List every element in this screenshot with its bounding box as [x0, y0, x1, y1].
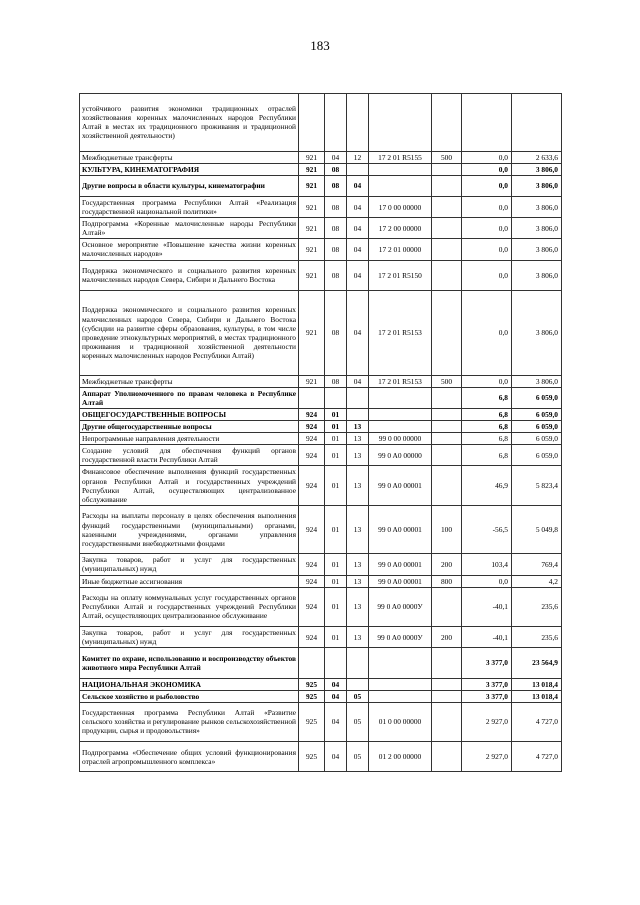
row-ved-cell: 925 — [299, 702, 325, 741]
table-row — [80, 466, 562, 505]
row-name-cell: ОБЩЕГОСУДАРСТВЕННЫЕ ВОПРОСЫ — [80, 409, 299, 421]
budget-table — [79, 93, 562, 772]
row-pr-cell: 04 — [347, 290, 369, 375]
row-name-cell: Поддержка экономического и социального развития коренных малочисленных народов Севера, Сибири и Дальнего Востока — [80, 260, 299, 290]
row-csr-cell: 17 2 01 R5153 — [369, 290, 432, 375]
table-row — [80, 505, 562, 554]
row-sum2-cell: 2 633,6 — [512, 151, 562, 163]
row-pr-cell: 13 — [347, 505, 369, 554]
row-ved-cell: 924 — [299, 433, 325, 445]
row-sum2-cell: 6 059,0 — [512, 409, 562, 421]
row-name-cell: Аппарат Уполномоченного по правам человека в Республике Алтай — [80, 387, 299, 408]
row-ved-cell: 924 — [299, 505, 325, 554]
row-sum2-cell: 3 806,0 — [512, 239, 562, 260]
table-row — [80, 690, 562, 702]
row-rz-cell: 01 — [325, 409, 347, 421]
row-pr-cell: 13 — [347, 466, 369, 505]
row-ved-cell: 921 — [299, 175, 325, 196]
row-sum1-cell: 103,4 — [462, 554, 512, 575]
row-vr-cell: 500 — [432, 151, 462, 163]
row-vr-cell — [432, 175, 462, 196]
row-sum2-cell: 5 823,4 — [512, 466, 562, 505]
row-pr-cell — [347, 648, 369, 678]
row-sum1-cell: 0,0 — [462, 218, 512, 239]
row-name-cell: Расходы на выплаты персоналу в целях обеспечения выполнения функций государственными (муниципальными) органами, казенными учреждениями, органами управления государственными внебюджетными фондами — [80, 505, 299, 554]
table-row — [80, 409, 562, 421]
row-sum2-cell: 4 727,0 — [512, 702, 562, 741]
row-vr-cell — [432, 163, 462, 175]
row-rz-cell — [325, 94, 347, 152]
table-row — [80, 742, 562, 772]
row-sum2-cell: 4,2 — [512, 575, 562, 587]
row-pr-cell: 04 — [347, 239, 369, 260]
row-name-cell: Комитет по охране, использованию и воспроизводству объектов животного мира Республики Алтай — [80, 648, 299, 678]
row-sum1-cell: 3 377,0 — [462, 648, 512, 678]
row-sum2-cell: 13 018,4 — [512, 678, 562, 690]
row-name-cell: Межбюджетные трансферты — [80, 375, 299, 387]
row-rz-cell: 01 — [325, 627, 347, 648]
row-sum1-cell: 6,8 — [462, 387, 512, 408]
row-sum1-cell: 2 927,0 — [462, 742, 512, 772]
row-name-cell: Государственная программа Республики Алтай «Развитие сельского хозяйства и регулирование рынков сельскохозяйственной продукции, сырья и продовольствия» — [80, 702, 299, 741]
table-row — [80, 151, 562, 163]
table-row — [80, 239, 562, 260]
row-pr-cell — [347, 94, 369, 152]
row-pr-cell: 12 — [347, 151, 369, 163]
row-vr-cell — [432, 702, 462, 741]
row-sum1-cell: 0,0 — [462, 239, 512, 260]
row-csr-cell — [369, 678, 432, 690]
row-rz-cell: 04 — [325, 690, 347, 702]
row-csr-cell — [369, 387, 432, 408]
row-name-cell: Государственная программа Республики Алтай «Реализация государственной национальной политики» — [80, 196, 299, 217]
row-sum1-cell: 6,8 — [462, 433, 512, 445]
row-rz-cell: 04 — [325, 702, 347, 741]
row-rz-cell: 08 — [325, 175, 347, 196]
row-vr-cell: 200 — [432, 554, 462, 575]
row-sum1-cell — [462, 94, 512, 152]
row-sum1-cell: -40,1 — [462, 627, 512, 648]
row-vr-cell — [432, 421, 462, 433]
row-csr-cell: 99 0 A0 00001 — [369, 505, 432, 554]
row-name-cell: Иные бюджетные ассигнования — [80, 575, 299, 587]
row-sum1-cell: 46,9 — [462, 466, 512, 505]
row-ved-cell: 925 — [299, 678, 325, 690]
row-pr-cell — [347, 163, 369, 175]
row-pr-cell: 04 — [347, 260, 369, 290]
row-sum2-cell: 13 018,4 — [512, 690, 562, 702]
table-row — [80, 387, 562, 408]
row-sum2-cell: 235,6 — [512, 587, 562, 626]
row-csr-cell: 17 2 01 00000 — [369, 239, 432, 260]
row-csr-cell — [369, 690, 432, 702]
row-csr-cell: 01 0 00 00000 — [369, 702, 432, 741]
table-row — [80, 433, 562, 445]
row-pr-cell: 05 — [347, 742, 369, 772]
row-sum1-cell: 6,8 — [462, 409, 512, 421]
table-row — [80, 554, 562, 575]
row-csr-cell: 99 0 A0 00000 — [369, 445, 432, 466]
row-vr-cell — [432, 678, 462, 690]
row-sum2-cell: 4 727,0 — [512, 742, 562, 772]
row-name-cell: Другие общегосударственные вопросы — [80, 421, 299, 433]
row-csr-cell: 99 0 A0 00001 — [369, 554, 432, 575]
row-ved-cell: 925 — [299, 742, 325, 772]
row-ved-cell: 921 — [299, 163, 325, 175]
row-rz-cell: 04 — [325, 742, 347, 772]
row-sum2-cell: 23 564,9 — [512, 648, 562, 678]
row-rz-cell: 08 — [325, 290, 347, 375]
row-pr-cell: 13 — [347, 575, 369, 587]
row-pr-cell: 13 — [347, 554, 369, 575]
row-csr-cell: 17 2 01 R5155 — [369, 151, 432, 163]
row-ved-cell: 921 — [299, 151, 325, 163]
row-ved-cell: 924 — [299, 409, 325, 421]
row-csr-cell — [369, 175, 432, 196]
row-ved-cell: 924 — [299, 627, 325, 648]
row-sum2-cell: 5 049,8 — [512, 505, 562, 554]
row-vr-cell: 200 — [432, 627, 462, 648]
row-pr-cell — [347, 678, 369, 690]
row-rz-cell: 08 — [325, 196, 347, 217]
row-sum2-cell: 3 806,0 — [512, 218, 562, 239]
row-csr-cell: 99 0 A0 0000У — [369, 587, 432, 626]
row-pr-cell: 04 — [347, 196, 369, 217]
row-name-cell: Закупка товаров, работ и услуг для государственных (муниципальных) нужд — [80, 554, 299, 575]
row-vr-cell — [432, 196, 462, 217]
row-sum1-cell: 0,0 — [462, 175, 512, 196]
row-pr-cell: 13 — [347, 433, 369, 445]
row-sum1-cell: 0,0 — [462, 260, 512, 290]
row-vr-cell — [432, 466, 462, 505]
table-row — [80, 175, 562, 196]
row-vr-cell — [432, 218, 462, 239]
row-name-cell: Основное мероприятие «Повышение качества жизни коренных малочисленных народов» — [80, 239, 299, 260]
row-sum2-cell: 6 059,0 — [512, 433, 562, 445]
row-sum2-cell: 6 059,0 — [512, 445, 562, 466]
row-name-cell: устойчивого развития экономики традиционных отраслей хозяйствования коренных малочисленных народов Республики Алтай в местах их традиционного проживания и традиционной хозяйственной деятельности) — [80, 94, 299, 152]
row-csr-cell: 17 2 01 R5153 — [369, 375, 432, 387]
row-csr-cell: 17 0 00 00000 — [369, 196, 432, 217]
row-name-cell: КУЛЬТУРА, КИНЕМАТОГРАФИЯ — [80, 163, 299, 175]
row-rz-cell: 01 — [325, 433, 347, 445]
row-vr-cell: 800 — [432, 575, 462, 587]
row-name-cell: Непрограммные направления деятельности — [80, 433, 299, 445]
row-sum1-cell: 0,0 — [462, 151, 512, 163]
row-ved-cell: 924 — [299, 421, 325, 433]
row-ved-cell: 921 — [299, 290, 325, 375]
row-name-cell: Подпрограмма «Обеспечение общих условий функционирования отраслей агропромышленного комплекса» — [80, 742, 299, 772]
table-row — [80, 445, 562, 466]
row-rz-cell — [325, 387, 347, 408]
row-csr-cell: 99 0 A0 00001 — [369, 575, 432, 587]
row-csr-cell: 99 0 A0 0000У — [369, 627, 432, 648]
row-sum1-cell: 0,0 — [462, 196, 512, 217]
row-pr-cell: 05 — [347, 690, 369, 702]
row-ved-cell: 924 — [299, 445, 325, 466]
row-sum2-cell: 6 059,0 — [512, 421, 562, 433]
row-vr-cell: 500 — [432, 375, 462, 387]
row-name-cell: Другие вопросы в области культуры, кинематографии — [80, 175, 299, 196]
row-rz-cell: 08 — [325, 239, 347, 260]
table-row — [80, 375, 562, 387]
row-name-cell: Расходы на оплату коммунальных услуг государственных органов Республики Алтай и государственных учреждений Республики Алтай, осуществляющих централизованное обслуживание — [80, 587, 299, 626]
row-sum1-cell: 0,0 — [462, 575, 512, 587]
row-ved-cell: 921 — [299, 239, 325, 260]
row-pr-cell: 04 — [347, 218, 369, 239]
row-vr-cell — [432, 587, 462, 626]
table-row — [80, 627, 562, 648]
row-ved-cell: 924 — [299, 587, 325, 626]
row-sum2-cell: 3 806,0 — [512, 196, 562, 217]
row-rz-cell: 01 — [325, 587, 347, 626]
row-pr-cell — [347, 409, 369, 421]
row-csr-cell — [369, 163, 432, 175]
row-rz-cell: 01 — [325, 466, 347, 505]
row-sum1-cell: -40,1 — [462, 587, 512, 626]
row-vr-cell — [432, 239, 462, 260]
row-vr-cell — [432, 648, 462, 678]
row-ved-cell: 925 — [299, 690, 325, 702]
row-rz-cell: 01 — [325, 554, 347, 575]
row-vr-cell — [432, 290, 462, 375]
row-rz-cell: 01 — [325, 575, 347, 587]
row-rz-cell: 08 — [325, 260, 347, 290]
row-rz-cell: 04 — [325, 151, 347, 163]
row-name-cell: Подпрограмма «Коренные малочисленные народы Республики Алтай» — [80, 218, 299, 239]
table-row — [80, 587, 562, 626]
row-rz-cell: 08 — [325, 163, 347, 175]
row-vr-cell — [432, 260, 462, 290]
row-rz-cell: 08 — [325, 375, 347, 387]
row-pr-cell: 13 — [347, 587, 369, 626]
row-vr-cell — [432, 409, 462, 421]
row-csr-cell: 17 2 00 00000 — [369, 218, 432, 239]
row-name-cell: Межбюджетные трансферты — [80, 151, 299, 163]
row-rz-cell: 01 — [325, 445, 347, 466]
row-ved-cell — [299, 387, 325, 408]
table-row — [80, 218, 562, 239]
row-sum2-cell: 3 806,0 — [512, 175, 562, 196]
table-row — [80, 260, 562, 290]
row-pr-cell: 13 — [347, 421, 369, 433]
page-number: 183 — [310, 38, 330, 53]
row-name-cell: Поддержка экономического и социального развития коренных малочисленных народов Севера, Сибири и Дальнего Востока (субсидии на развитие сферы образования, культуры, в том числе проведение этнокультурных мероприятий, в местах традиционного проживания и традиционной хозяйственной деятельности коренных малочисленных народов Республики Алтай) — [80, 290, 299, 375]
row-ved-cell: 921 — [299, 260, 325, 290]
row-sum1-cell: 0,0 — [462, 375, 512, 387]
row-pr-cell: 13 — [347, 627, 369, 648]
row-pr-cell: 04 — [347, 175, 369, 196]
row-csr-cell: 99 0 00 00000 — [369, 433, 432, 445]
row-sum1-cell: 0,0 — [462, 163, 512, 175]
row-ved-cell: 924 — [299, 466, 325, 505]
row-rz-cell: 04 — [325, 678, 347, 690]
row-sum1-cell: 0,0 — [462, 290, 512, 375]
row-sum2-cell: 3 806,0 — [512, 375, 562, 387]
row-sum2-cell: 3 806,0 — [512, 290, 562, 375]
row-vr-cell — [432, 387, 462, 408]
row-vr-cell — [432, 445, 462, 466]
row-rz-cell — [325, 648, 347, 678]
table-row — [80, 94, 562, 152]
row-sum1-cell: 3 377,0 — [462, 690, 512, 702]
row-vr-cell — [432, 742, 462, 772]
row-rz-cell: 08 — [325, 218, 347, 239]
row-rz-cell: 01 — [325, 505, 347, 554]
table-row — [80, 196, 562, 217]
row-pr-cell: 13 — [347, 445, 369, 466]
row-csr-cell — [369, 421, 432, 433]
table-row — [80, 702, 562, 741]
row-csr-cell: 17 2 01 R5150 — [369, 260, 432, 290]
table-row — [80, 648, 562, 678]
row-name-cell: НАЦИОНАЛЬНАЯ ЭКОНОМИКА — [80, 678, 299, 690]
row-csr-cell: 01 2 00 00000 — [369, 742, 432, 772]
row-ved-cell — [299, 648, 325, 678]
row-name-cell: Сельское хозяйство и рыболовство — [80, 690, 299, 702]
table-row — [80, 163, 562, 175]
row-pr-cell — [347, 387, 369, 408]
row-sum2-cell: 3 806,0 — [512, 163, 562, 175]
row-ved-cell: 921 — [299, 375, 325, 387]
row-sum1-cell: -56,5 — [462, 505, 512, 554]
row-csr-cell — [369, 648, 432, 678]
table-row — [80, 678, 562, 690]
row-ved-cell — [299, 94, 325, 152]
row-sum2-cell — [512, 94, 562, 152]
row-sum2-cell: 235,6 — [512, 627, 562, 648]
row-sum1-cell: 3 377,0 — [462, 678, 512, 690]
row-ved-cell: 921 — [299, 218, 325, 239]
row-ved-cell: 921 — [299, 196, 325, 217]
row-sum2-cell: 3 806,0 — [512, 260, 562, 290]
row-csr-cell — [369, 94, 432, 152]
table-row — [80, 575, 562, 587]
row-sum1-cell: 6,8 — [462, 421, 512, 433]
table-row — [80, 290, 562, 375]
row-sum2-cell: 769,4 — [512, 554, 562, 575]
table-row — [80, 421, 562, 433]
row-vr-cell — [432, 690, 462, 702]
row-ved-cell: 924 — [299, 554, 325, 575]
row-rz-cell: 01 — [325, 421, 347, 433]
row-pr-cell: 04 — [347, 375, 369, 387]
row-name-cell: Финансовое обеспечение выполнения функций государственных органов Республики Алтай и государственных учреждений Республики Алтай, осуществляющих централизованное обслуживание — [80, 466, 299, 505]
row-vr-cell — [432, 433, 462, 445]
row-sum1-cell: 2 927,0 — [462, 702, 512, 741]
row-sum1-cell: 6,8 — [462, 445, 512, 466]
row-name-cell: Создание условий для обеспечения функций органов государственной власти Республики Алтай — [80, 445, 299, 466]
row-csr-cell — [369, 409, 432, 421]
row-ved-cell: 924 — [299, 575, 325, 587]
row-csr-cell: 99 0 A0 00001 — [369, 466, 432, 505]
row-vr-cell: 100 — [432, 505, 462, 554]
row-vr-cell — [432, 94, 462, 152]
row-name-cell: Закупка товаров, работ и услуг для государственных (муниципальных) нужд — [80, 627, 299, 648]
row-sum2-cell: 6 059,0 — [512, 387, 562, 408]
row-pr-cell: 05 — [347, 702, 369, 741]
